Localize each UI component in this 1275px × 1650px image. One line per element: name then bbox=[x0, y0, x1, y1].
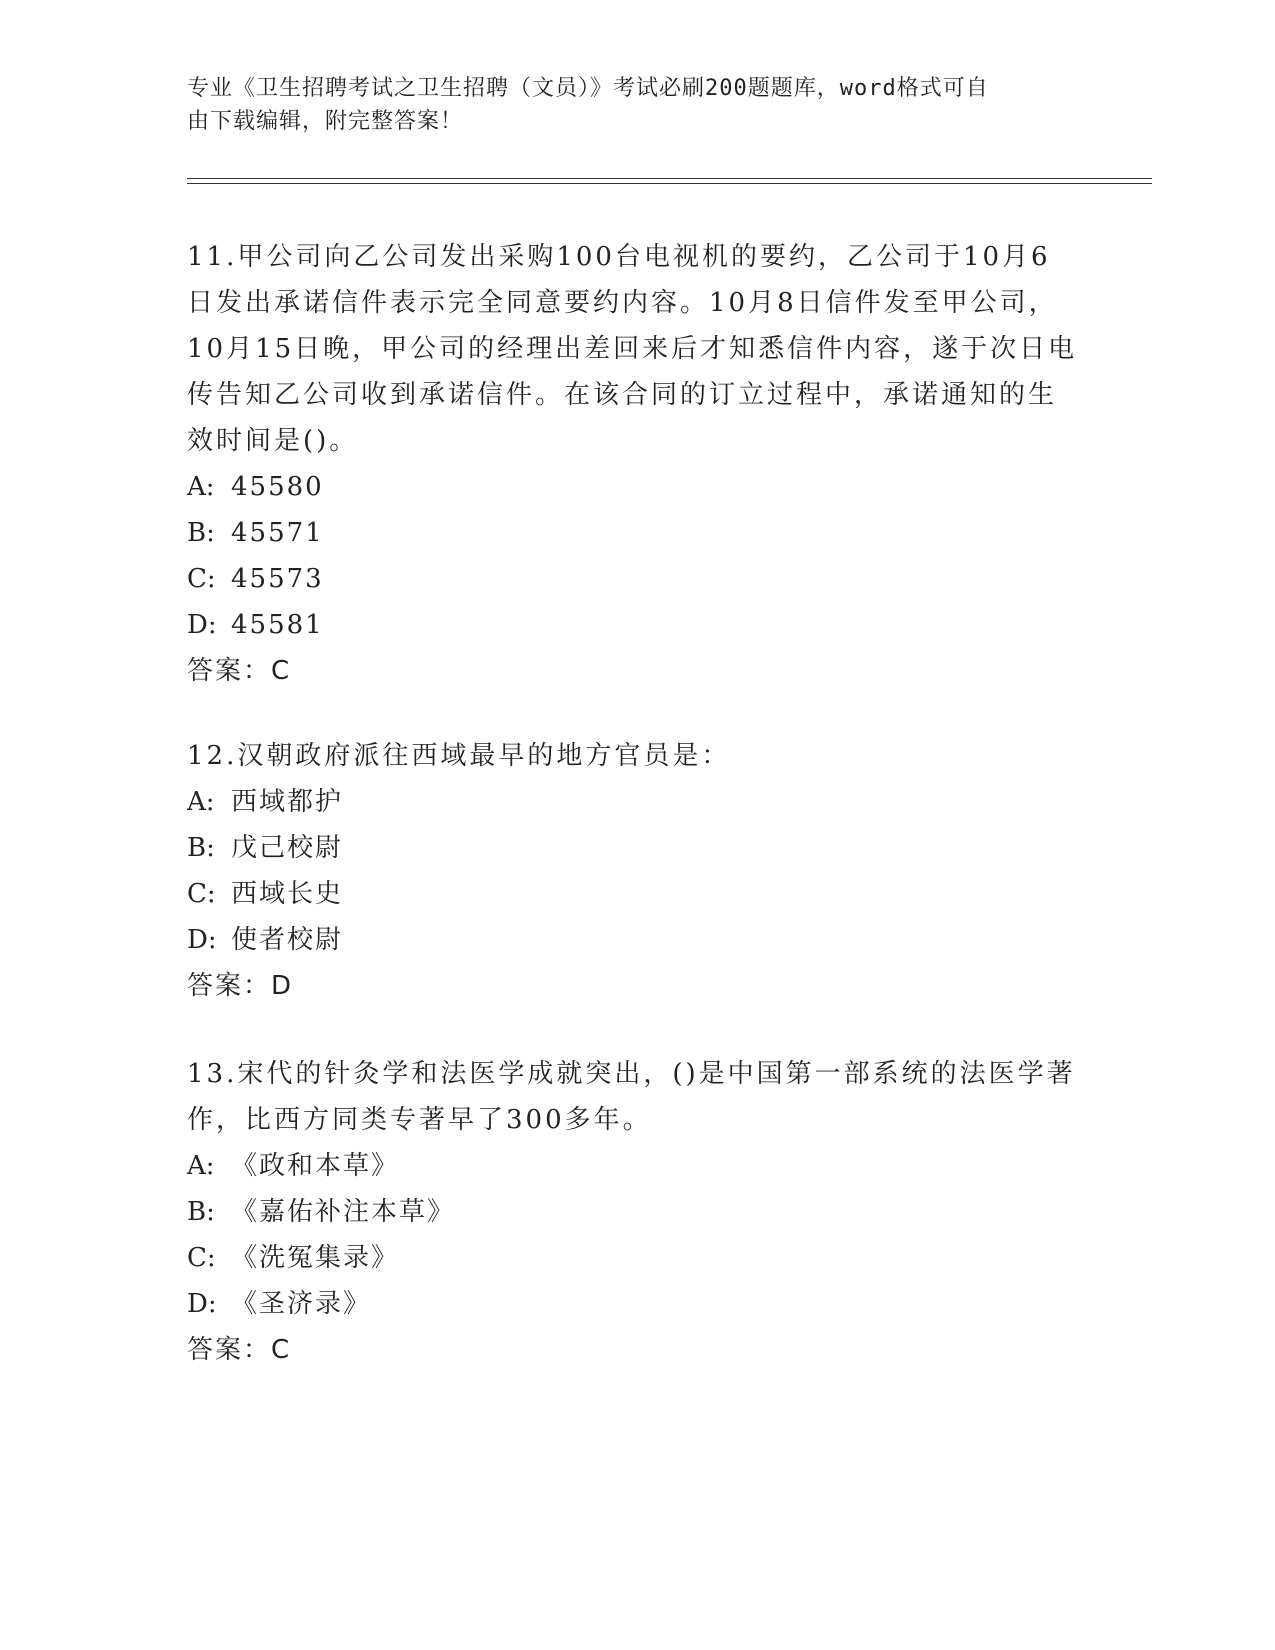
option-key: A: bbox=[187, 472, 215, 502]
option-key: D: bbox=[187, 1289, 217, 1319]
header-divider bbox=[187, 178, 1152, 179]
stem-line: 效时间是()。 bbox=[187, 426, 359, 456]
stem-line: 10月15日晚，甲公司的经理出差回来后才知悉信件内容，遂于次日电 bbox=[187, 334, 1078, 364]
stem-line: 作，比西方同类专著早了300多年。 bbox=[187, 1105, 652, 1135]
option-text: 使者校尉 bbox=[231, 925, 344, 955]
question-stem bbox=[187, 733, 1087, 779]
option-a bbox=[187, 464, 1087, 510]
option-b bbox=[187, 825, 1087, 871]
option-d bbox=[187, 1281, 1087, 1327]
header-divider bbox=[187, 183, 1152, 184]
stem-line: 13.宋代的针灸学和法医学成就突出，()是中国第一部系统的法医学著 bbox=[187, 1059, 1076, 1089]
option-text: 戊己校尉 bbox=[231, 833, 344, 863]
option-d bbox=[187, 917, 1087, 963]
option-key: C: bbox=[187, 879, 216, 909]
stem-line: 传告知乙公司收到承诺信件。在该合同的订立过程中，承诺通知的生 bbox=[187, 380, 1058, 410]
question-stem bbox=[187, 1051, 1087, 1143]
question-12 bbox=[187, 733, 1087, 1009]
question-stem bbox=[187, 234, 1087, 464]
stem-line: 12.汉朝政府派往西域最早的地方官员是： bbox=[187, 741, 731, 771]
header-line: 由下载编辑，附完整答案！ bbox=[187, 109, 464, 134]
option-key: B: bbox=[187, 518, 215, 548]
answer-line: 答案：D bbox=[187, 971, 294, 1001]
stem-line: 日发出承诺信件表示完全同意要约内容。10月8日信件发至甲公司， bbox=[187, 288, 1058, 318]
option-key: C: bbox=[187, 564, 216, 594]
option-key: A: bbox=[187, 1151, 215, 1181]
option-c bbox=[187, 1235, 1087, 1281]
option-d bbox=[187, 602, 1087, 648]
option-b bbox=[187, 510, 1087, 556]
answer-line: 答案：C bbox=[187, 1335, 292, 1365]
option-key: D: bbox=[187, 610, 217, 640]
option-text: 45571 bbox=[231, 518, 324, 548]
option-key: B: bbox=[187, 833, 215, 863]
option-c bbox=[187, 871, 1087, 917]
option-text: 《洗冤集录》 bbox=[231, 1243, 400, 1273]
option-key: B: bbox=[187, 1197, 215, 1227]
option-b bbox=[187, 1189, 1087, 1235]
option-key: A: bbox=[187, 787, 215, 817]
answer-line: 答案：C bbox=[187, 656, 292, 686]
option-text: 45580 bbox=[231, 472, 324, 502]
document-header bbox=[187, 72, 1067, 138]
option-text: 西域长史 bbox=[231, 879, 344, 909]
option-a bbox=[187, 1143, 1087, 1189]
option-a bbox=[187, 779, 1087, 825]
option-text: 《嘉佑补注本草》 bbox=[231, 1197, 456, 1227]
option-c bbox=[187, 556, 1087, 602]
question-13 bbox=[187, 1051, 1087, 1373]
option-key: D: bbox=[187, 925, 217, 955]
option-text: 45581 bbox=[231, 610, 324, 640]
option-text: 西域都护 bbox=[231, 787, 344, 817]
header-line: 专业《卫生招聘考试之卫生招聘（文员）》考试必刷200题题库，word格式可自 bbox=[187, 76, 989, 101]
option-text: 45573 bbox=[231, 564, 324, 594]
option-text: 《圣济录》 bbox=[231, 1289, 372, 1319]
stem-line: 11.甲公司向乙公司发出采购100台电视机的要约，乙公司于10月6 bbox=[187, 242, 1051, 272]
option-key: C: bbox=[187, 1243, 216, 1273]
option-text: 《政和本草》 bbox=[231, 1151, 400, 1181]
question-11 bbox=[187, 234, 1087, 694]
